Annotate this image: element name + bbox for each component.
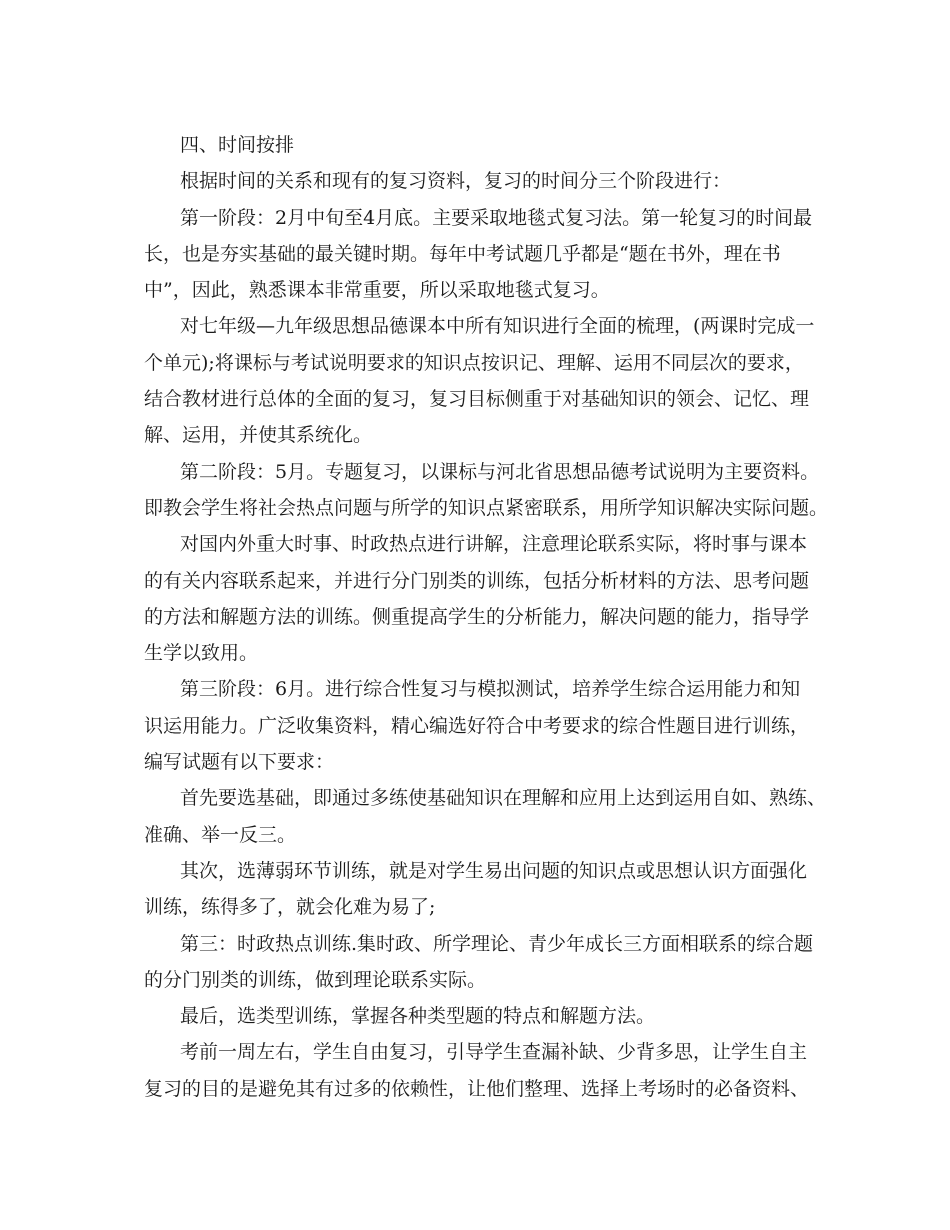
- text-line: 结合教材进行总体的全面的复习，复习目标侧重于对基础知识的领会、记忆、理: [144, 388, 810, 411]
- text-line: 考前一周左右，学生自由复习，引导学生查漏补缺、少背多思，让学生自主: [180, 1041, 808, 1064]
- text-line: 生学以致用。: [144, 642, 259, 665]
- text-line: 长，也是夯实基础的最关键时期。每年中考试题几乎都是“题在书外，理在书: [144, 242, 781, 265]
- text-line: 第一阶段：2月中旬至4月底。主要采取地毯式复习法。第一轮复习的时间最: [180, 206, 813, 229]
- text-line: 四、时间按排: [180, 134, 295, 156]
- text-line: 首先要选基础，即通过多练使基础知识在理解和应用上达到运用自如、熟练、: [180, 787, 827, 810]
- text-line: 即教会学生将社会热点问题与所学的知识点紧密联系，用所学知识解决实际问题。: [144, 496, 829, 519]
- text-line: 编写试题有以下要求：: [144, 751, 335, 774]
- text-line: 第三阶段：6月。进行综合性复习与模拟测试，培养学生综合运用能力和知: [180, 678, 801, 701]
- text-line: 的分门别类的训练，做到理论联系实际。: [144, 968, 487, 991]
- text-line: 对国内外重大时事、时政热点进行讲解，注意理论联系实际，将时事与课本: [180, 533, 808, 556]
- text-line: 最后，选类型训练，掌握各种类型题的特点和解题方法。: [180, 1005, 656, 1028]
- text-line: 中”，因此，熟悉课本非常重要，所以采取地毯式复习。: [144, 279, 610, 302]
- text-line: 根据时间的关系和现有的复习资料，复习的时间分三个阶段进行：: [180, 170, 732, 193]
- text-line: 复习的目的是避免其有过多的依赖性，让他们整理、选择上考场时的必备资料、: [144, 1077, 810, 1100]
- text-line: 对七年级—九年级思想品德课本中所有知识进行全面的梳理，(两课时完成一: [180, 315, 815, 338]
- text-line: 第二阶段：5月。专题复习，以课标与河北省思想品德考试说明为主要资料。: [180, 460, 820, 483]
- document-body: [144, 127, 829, 1107]
- text-line: 训练，练得多了，就会化难为易了;: [144, 896, 436, 919]
- text-line: 准确、举一反三。: [144, 823, 297, 846]
- text-line: 第三：时政热点训练.集时政、所学理论、青少年成长三方面相联系的综合题: [180, 932, 814, 955]
- text-line: 个单元);将课标与考试说明要求的知识点按识记、理解、运用不同层次的要求，: [144, 351, 804, 374]
- text-line: 的方法和解题方法的训练。侧重提高学生的分析能力，解决问题的能力，指导学: [144, 605, 810, 628]
- text-line: 识运用能力。广泛收集资料，精心编选好符合中考要求的综合性题目进行训练，: [144, 714, 810, 737]
- text-line: 的有关内容联系起来，并进行分门别类的训练，包括分析材料的方法、思考问题: [144, 569, 810, 592]
- text-line: 其次，选薄弱环节训练，就是对学生易出问题的知识点或思想认识方面强化: [180, 859, 808, 882]
- text-line: 解、运用，并使其系统化。: [144, 424, 373, 447]
